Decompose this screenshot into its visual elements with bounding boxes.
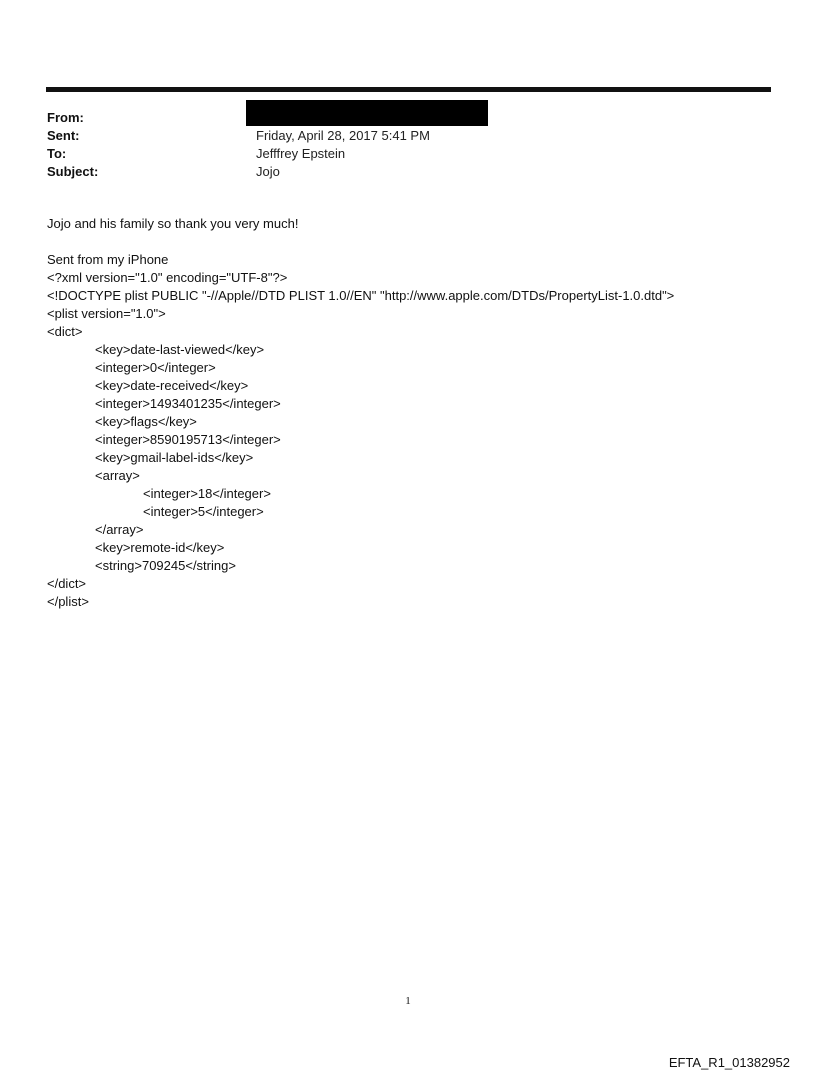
bates-number: EFTA_R1_01382952 bbox=[668, 1055, 790, 1070]
sent-row bbox=[47, 127, 767, 145]
plist-line: <key>remote-id</key> bbox=[95, 540, 225, 555]
email-header bbox=[47, 109, 767, 181]
from-label: From: bbox=[47, 110, 84, 125]
subject-value: Jojo bbox=[256, 164, 280, 179]
plist-line: <integer>1493401235</integer> bbox=[95, 396, 281, 411]
plist-line: <key>date-received</key> bbox=[95, 378, 249, 393]
header-divider bbox=[46, 87, 771, 92]
sent-value: Friday, April 28, 2017 5:41 PM bbox=[256, 128, 430, 143]
plist-line: <integer>0</integer> bbox=[95, 360, 216, 375]
plist-line: <integer>8590195713</integer> bbox=[95, 432, 281, 447]
sent-label: Sent: bbox=[47, 128, 80, 143]
to-row bbox=[47, 145, 767, 163]
to-label: To: bbox=[47, 146, 67, 161]
plist-line: </plist> bbox=[47, 594, 89, 609]
plist-line: <key>flags</key> bbox=[95, 414, 197, 429]
redaction-box bbox=[246, 100, 488, 126]
plist-line: <?xml version="1.0" encoding="UTF-8"?> bbox=[47, 270, 288, 285]
to-value: Jefffrey Epstein bbox=[256, 146, 346, 161]
from-row bbox=[47, 109, 767, 127]
plist-line: <integer>5</integer> bbox=[143, 504, 264, 519]
page-number: 1 bbox=[405, 995, 411, 1007]
plist-line: <dict> bbox=[47, 324, 83, 339]
plist-line: <integer>18</integer> bbox=[143, 486, 271, 501]
plist-line: </array> bbox=[95, 522, 144, 537]
signature-text: Sent from my iPhone bbox=[47, 252, 169, 267]
plist-line: <string>709245</string> bbox=[95, 558, 236, 573]
email-body bbox=[47, 215, 787, 611]
plist-line: <key>date-last-viewed</key> bbox=[95, 342, 265, 357]
plist-line: <key>gmail-label-ids</key> bbox=[95, 450, 254, 465]
subject-label: Subject: bbox=[47, 164, 99, 179]
plist-line: <!DOCTYPE plist PUBLIC "-//Apple//DTD PLIST 1.0//EN" "http://www.apple.com/DTDs/PropertyList-1.0.dtd"> bbox=[47, 288, 675, 303]
plist-line: <plist version="1.0"> bbox=[47, 306, 166, 321]
plist-line: <array> bbox=[95, 468, 140, 483]
spacer bbox=[47, 233, 787, 251]
message-text: Jojo and his family so thank you very much! bbox=[47, 216, 299, 231]
subject-row bbox=[47, 163, 767, 181]
plist-line: </dict> bbox=[47, 576, 87, 591]
